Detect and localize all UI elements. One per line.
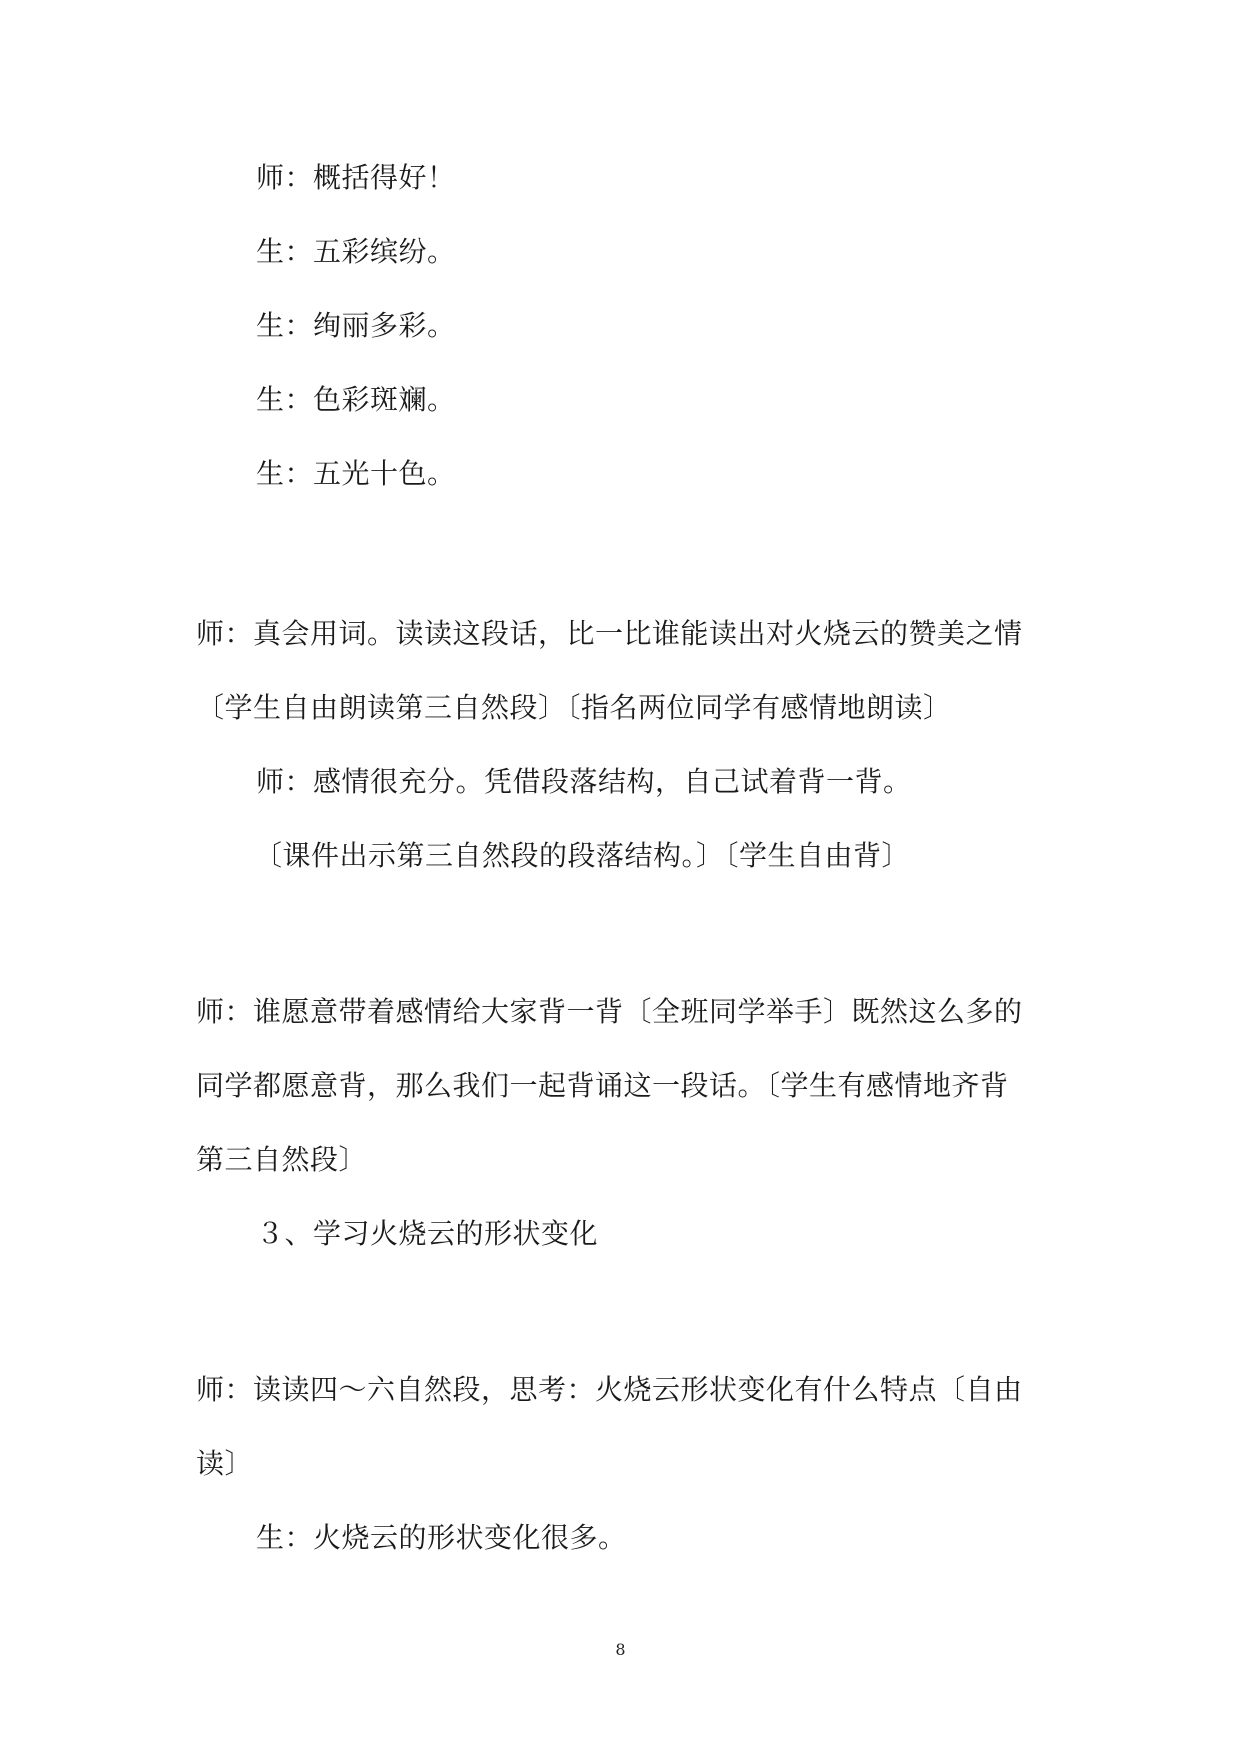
- dialogue-line-student-4: 生：五光十色。: [256, 457, 456, 490]
- dialogue-line-teacher-question: 师：读读四～六自然段，思考：火烧云形状变化有什么特点〔自由: [196, 1373, 1023, 1406]
- dialogue-line-teacher-volunteer-end: 第三自然段〕: [196, 1143, 368, 1176]
- dialogue-line-teacher-praise: 师：概括得好！: [256, 161, 456, 194]
- dialogue-line-teacher-recite: 师：感情很充分。凭借段落结构，自己试着背一背。: [256, 765, 912, 798]
- stage-direction-read-aloud: 〔学生自由朗读第三自然段〕〔指名两位同学有感情地朗读〕: [196, 691, 952, 724]
- dialogue-line-student-3: 生：色彩斑斓。: [256, 383, 456, 416]
- dialogue-line-teacher-read: 师：真会用词。读读这段话，比一比谁能读出对火烧云的赞美之情: [196, 617, 1023, 650]
- dialogue-line-student-1: 生：五彩缤纷。: [256, 235, 456, 268]
- dialogue-line-teacher-question-end: 读〕: [196, 1447, 254, 1480]
- section-heading-shape-change: ３、学习火烧云的形状变化: [256, 1217, 599, 1250]
- dialogue-line-teacher-volunteer-cont: 同学都愿意背，那么我们一起背诵这一段话。〔学生有感情地齐背: [196, 1069, 1009, 1102]
- stage-direction-courseware: 〔课件出示第三自然段的段落结构。〕〔学生自由背〕: [254, 839, 911, 872]
- dialogue-line-student-answer: 生：火烧云的形状变化很多。: [256, 1521, 627, 1554]
- dialogue-line-student-2: 生：绚丽多彩。: [256, 309, 456, 342]
- dialogue-line-teacher-volunteer: 师：谁愿意带着感情给大家背一背〔全班同学举手〕既然这么多的: [196, 995, 1023, 1028]
- page-number: 8: [615, 1640, 626, 1659]
